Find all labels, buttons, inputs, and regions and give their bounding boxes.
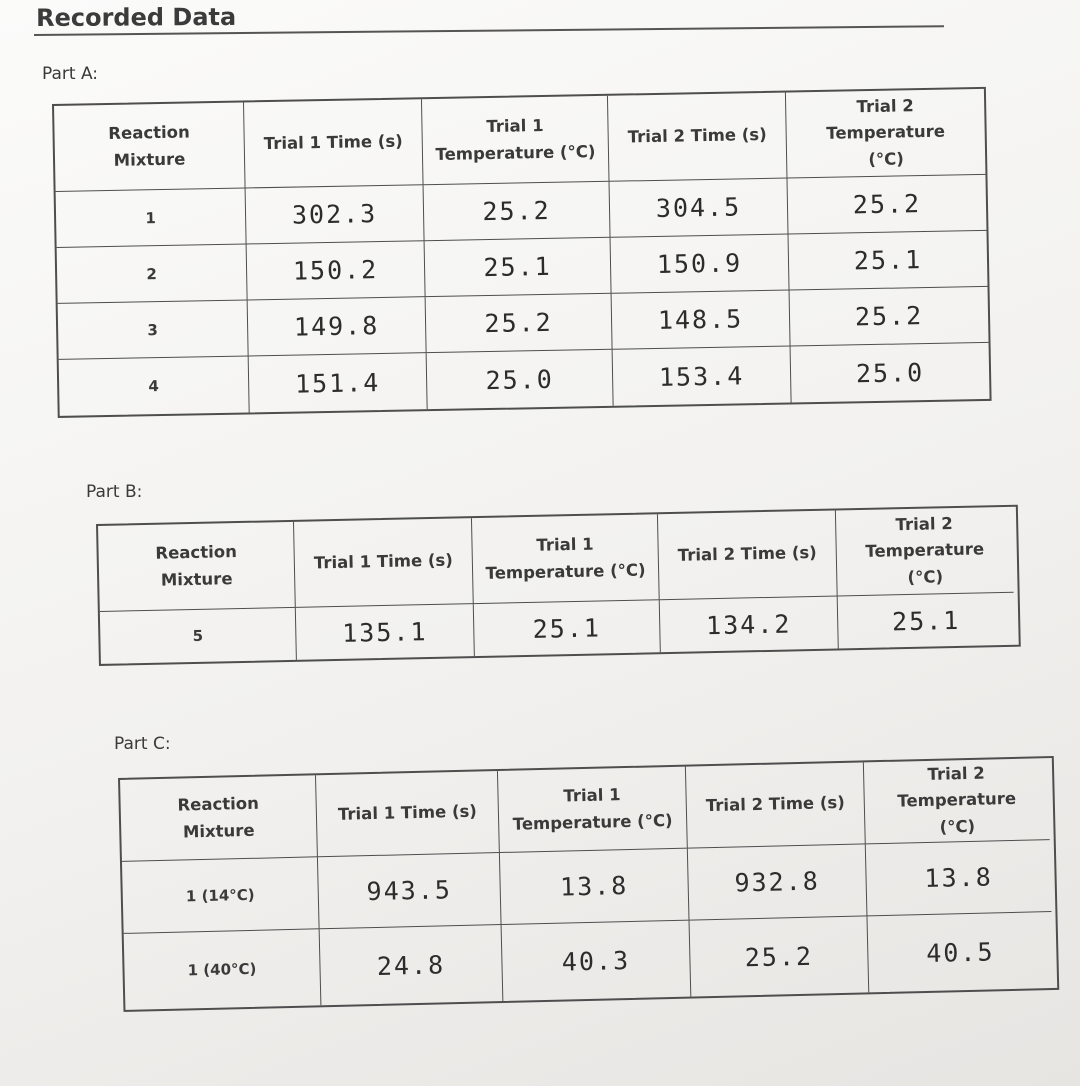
part-c-row1-trial2-time: 932.8: [688, 844, 868, 920]
part-a-row2-mixture: 2: [57, 244, 248, 303]
part-c-row1-trial2-temp: 13.8: [866, 840, 1052, 916]
part-b-row1-trial1-temp: 25.1: [474, 600, 661, 656]
part-a-row3-trial1-temp: 25.2: [426, 294, 613, 353]
part-a-row2-trial1-time: 150.2: [247, 241, 426, 300]
part-a-row1-trial1-temp: 25.2: [424, 182, 611, 241]
part-a-row4-trial2-time: 153.4: [613, 347, 792, 406]
part-c-row1-trial1-temp: 13.8: [500, 849, 690, 925]
part-a-header-trial2-temp: Trial 2 Temperature (°C): [786, 89, 986, 179]
part-a-row4-mixture: 4: [59, 356, 250, 415]
part-c-header-trial2-time: Trial 2 Time (s): [686, 762, 866, 848]
part-c-row1-trial1-time: 943.5: [318, 853, 502, 929]
part-a-row3-mixture: 3: [58, 300, 249, 359]
part-c-row2-mixture: 1 (40°C): [124, 929, 322, 1010]
part-b-row1-mixture: 5: [100, 608, 297, 664]
part-a-row3-trial2-time: 148.5: [612, 291, 791, 350]
part-c-row2-trial1-temp: 40.3: [502, 921, 692, 1001]
part-c-table: [118, 756, 1059, 1012]
part-a-row3-trial2-temp: 25.2: [790, 287, 989, 347]
part-b-label: Part B:: [86, 482, 143, 502]
part-a-header-trial1-temp: Trial 1 Temperature (°C): [422, 96, 610, 185]
part-b-row1-trial2-time: 134.2: [660, 596, 839, 652]
part-a-header-mixture: Reaction Mixture: [54, 102, 246, 191]
part-b-table: [96, 505, 1021, 666]
part-a-row1-trial2-time: 304.5: [610, 179, 789, 238]
part-c-row1-mixture: 1 (14°C): [122, 857, 320, 934]
part-b-header-trial1-time: Trial 1 Time (s): [294, 518, 474, 608]
part-b-header-trial2-time: Trial 2 Time (s): [658, 511, 838, 601]
part-a-label: Part A:: [42, 64, 99, 84]
part-c-row2-trial2-time: 25.2: [690, 916, 870, 996]
part-a-row1-trial2-temp: 25.2: [787, 175, 986, 235]
part-a-row4-trial1-time: 151.4: [249, 353, 428, 412]
part-b-row1-trial2-temp: 25.1: [891, 605, 961, 636]
part-b-header-trial1-temp: Trial 1 Temperature (°C): [472, 514, 660, 604]
part-a-header-trial1-time: Trial 1 Time (s): [244, 99, 424, 188]
part-a-row1-mixture: 1: [56, 188, 247, 247]
part-c-label: Part C:: [114, 734, 171, 754]
part-a-row4-trial2-temp: 25.0: [855, 357, 925, 388]
part-a-table: [52, 87, 992, 418]
part-c-header-mixture: Reaction Mixture: [120, 775, 318, 862]
part-c-header-trial1-temp: Trial 1 Temperature (°C): [498, 767, 688, 853]
part-c-row2-trial2-temp: 40.5: [925, 936, 995, 968]
part-c-header-trial1-time: Trial 1 Time (s): [316, 771, 500, 857]
part-a-row2-trial1-temp: 25.1: [425, 238, 612, 297]
part-a-header-trial2-time: Trial 2 Time (s): [608, 93, 788, 182]
part-b-header-trial2-temp: Trial 2 Temperature (°C): [836, 507, 1014, 597]
part-b-row1-trial1-time: 135.1: [296, 604, 475, 660]
part-c-header-trial2-temp: Trial 2 Temperature (°C): [864, 758, 1050, 844]
part-b-header-mixture: Reaction Mixture: [98, 522, 296, 612]
part-c-row2-trial1-time: 24.8: [320, 925, 504, 1005]
part-a-row4-trial1-temp: 25.0: [427, 350, 614, 409]
part-a-row1-trial1-time: 302.3: [246, 185, 425, 244]
part-a-row3-trial1-time: 149.8: [248, 297, 427, 356]
page-title: Recorded Data: [36, 2, 237, 32]
part-a-row2-trial2-temp: 25.1: [789, 231, 988, 291]
part-a-row2-trial2-time: 150.9: [611, 235, 790, 294]
